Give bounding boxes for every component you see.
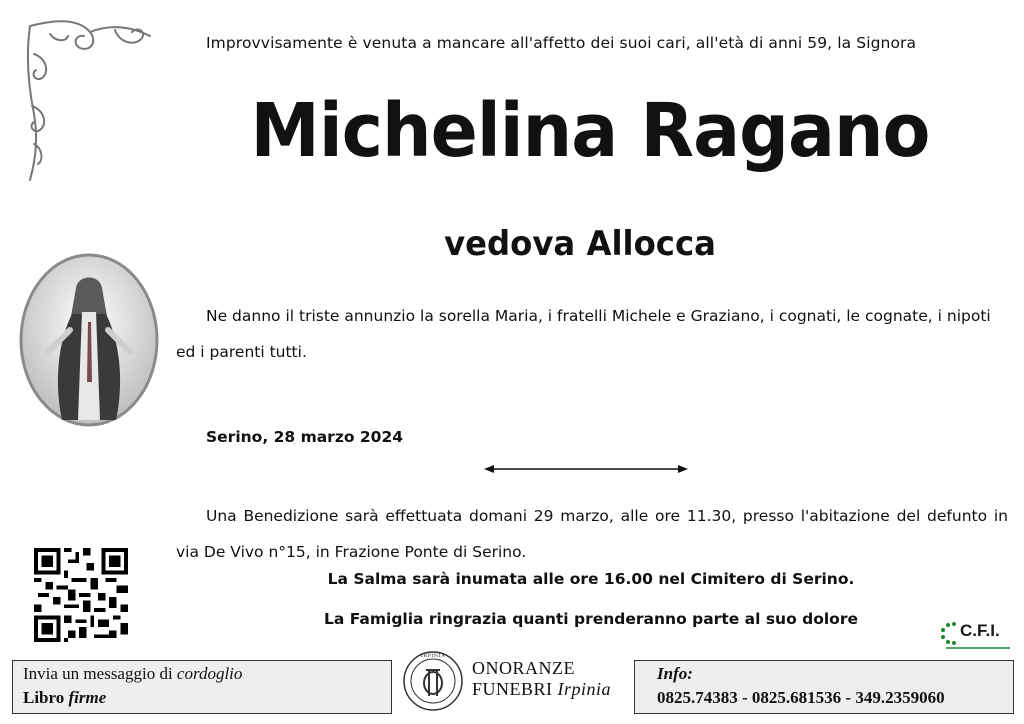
funeral-home-name <box>472 658 611 700</box>
guestbook-word: firme <box>68 688 107 707</box>
qr-code-icon[interactable] <box>34 548 128 642</box>
condolence-word: cordoglio <box>176 664 243 683</box>
place-date: Serino, 28 marzo 2024 <box>206 428 404 446</box>
logo-line-2b: Irpinia <box>557 679 612 699</box>
burial-text: La Salma sarà inumata alle ore 16.00 nel Cimitero di Serino. <box>327 570 855 588</box>
madonna-portrait-icon <box>18 252 160 428</box>
condolence-prefix: Invia un messaggio di <box>23 664 173 683</box>
logo-seal-text: IRPINIA <box>420 653 446 659</box>
blessing-text: Una Benedizione sarà effettuata domani 29 marzo, alle ore 11.30, presso l'abitazione del defunto in via De Vivo n°15, in Frazione Ponte di Serino. <box>176 507 1008 561</box>
guestbook-link[interactable] <box>23 688 106 708</box>
double-arrow-divider-icon <box>484 462 688 476</box>
info-phones[interactable]: 0825.74383 - 0825.681536 - 349.2359060 <box>657 688 945 707</box>
condolence-link[interactable] <box>23 664 242 684</box>
info-label: Info: <box>657 664 693 683</box>
thanks-text: La Famiglia ringrazia quanti prenderanno parte al suo dolore <box>323 610 858 628</box>
cfi-badge <box>940 618 1012 652</box>
logo-seal-icon <box>402 650 464 712</box>
info-box <box>634 660 1014 714</box>
funeral-home-logo <box>402 650 464 712</box>
deceased-name: Michelina Ragano <box>250 88 930 174</box>
guestbook-prefix: Libro <box>23 688 65 707</box>
corner-ornament-icon <box>20 14 160 184</box>
announcement-text: Ne danno il triste annunzio la sorella Maria, i fratelli Michele e Graziano, i cognati, le cognate, i nipoti ed i parenti tutti. <box>176 307 991 361</box>
logo-line-2 <box>472 679 611 700</box>
condolence-box[interactable] <box>12 660 392 714</box>
intro-text: Improvvisamente è venuta a mancare all'affetto dei suoi cari, all'età di anni 59, la Signora <box>206 34 917 52</box>
deceased-subtitle: vedova Allocca <box>444 224 716 264</box>
logo-line-1: ONORANZE <box>472 658 575 678</box>
cfi-text: C.F.I. <box>960 621 1000 640</box>
logo-line-2a: FUNEBRI <box>472 679 553 699</box>
